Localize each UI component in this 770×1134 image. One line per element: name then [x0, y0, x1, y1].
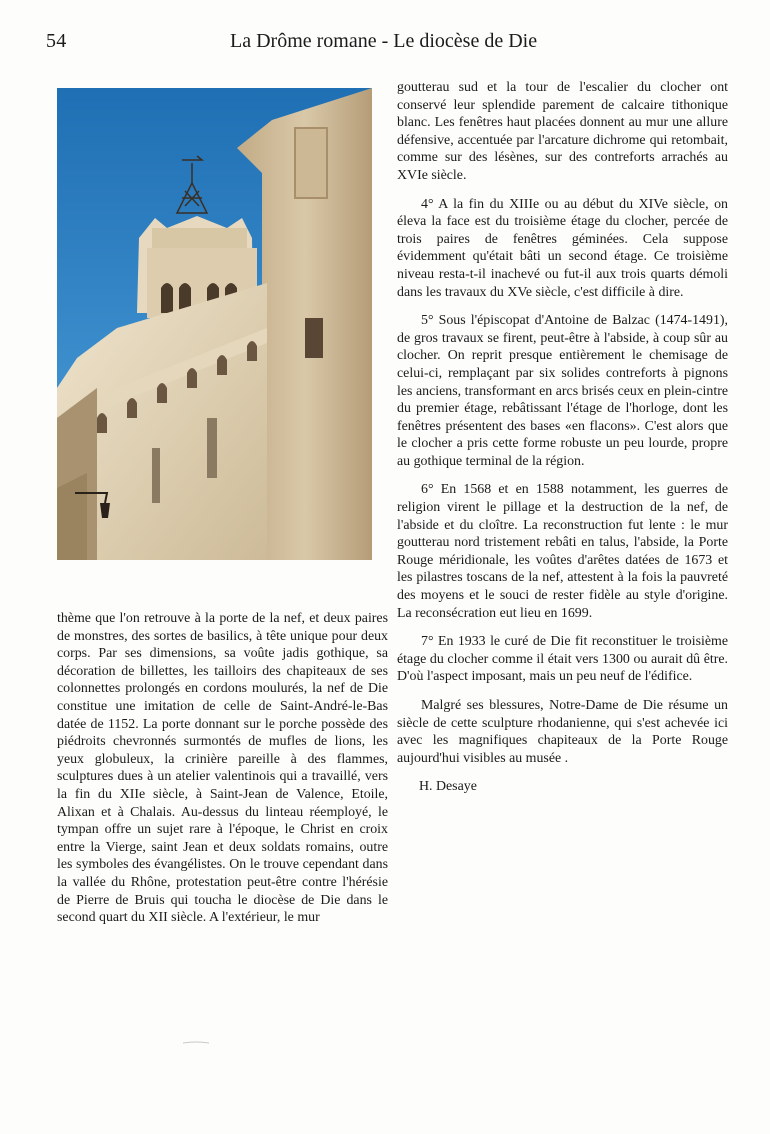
cathedral-photo-icon — [57, 88, 372, 560]
paragraph: Malgré ses blessures, Notre-Dame de Die résume un siècle de cette sculpture rhodanienne, qui s'est achevée ici avec les magnifiques chapiteaux de la Porte Rouge aujourd'hui visibles au musée . — [397, 698, 728, 766]
paragraph: 6° En 1568 et en 1588 notamment, les guerres de religion virent le pillage et la destruction de la nef, de l'abside et du cloître. La reconstruction fut lente : le mur goutterau nord tristement rebâti en talus, l'abside, la Porte Rouge méridionale, les voûtes d'arêtes datées de 1673 et les pilastres toscans de la nef, attestent à la fois la pauvreté des moyens et le souci de rester fidèle au style d'origine. La reconsécration eut lieu en 1699. — [397, 482, 728, 621]
paragraph: 7° En 1933 le curé de Die fit reconstituer le troisième étage du clocher comme il était vers 1300 ou aurait dû être. D'où l'aspect imposant, mais un peu neuf de l'édifice. — [397, 634, 728, 685]
running-title: La Drôme romane - Le diocèse de Die — [230, 30, 538, 52]
paragraph: 4° A la fin du XIIIe ou au début du XIVe siècle, on éleva la face est du troisième étage du clocher, percée de trois paires de fenêtres géminées. Cela suppose évidemment qu'était bâti un second étage. Ce troisième niveau resta-t-il inachevé ou fut-il aux trois quarts démoli dans les travaux du XVe siècle, c'est difficile à dire. — [397, 196, 728, 300]
cathedral-photo — [57, 88, 372, 560]
paragraph: 5° Sous l'épiscopat d'Antoine de Balzac (1474-1491), de gros travaux se firent, peut-être à l'abside, à coup sûr au clocher. On reprit presque entièrement le chemisage de celui-ci, remplaçant par six solides contreforts à pignons les anciens, transformant en arcs brisés ceux en plein-cintre du premier étage, rebâtissant l'étage de l'horloge, dont les fenêtres présentent des bases «en flacons». C'est alors que le clocher a pris cette forme robuste un peu lourde, propre au gothique terminal de la région. — [397, 313, 728, 469]
paragraph: goutterau sud et la tour de l'escalier du clocher ont conservé leur splendide parement de calcaire tithonique blanc. Les fenêtres haut placées donnent au mur une allure défensive, accentuée par l'arcature dichrome qui retombait, comme sur des lésènes, sur des contreforts arrachés au XVIe siècle. — [397, 80, 728, 183]
paragraph: thème que l'on retrouve à la porte de la nef, et deux paires de monstres, des sortes de basilics, à tête unique pour deux corps. Par ses dimensions, sa voûte jadis gothique, sa décoration de billettes, les tailloirs des chapiteaux de ses colonnettes prolongés en cordons moulurés, la nef de Die constitue une imitation de celle de Saint-André-le-Bas datée de 1152. La porte donnant sur le porche possède des piédroits chevronnés surmontés de mufles de lions, les yeux globuleux, la crinière pareille à des flammes, sculptures dues à un atelier valentinois qui a travaillé, vers la fin du XIIe siècle, à Saint-Jean de Valence, Etoile, Alixan et à Chalais. Au-dessus du linteau réemployé, le tympan offre un sujet rare à l'époque, le Christ en croix entre la Vierge, saint Jean et deux soldats romains, outre les symboles des évangélistes. On le trouve cependant dans la vallée du Rhône, protestation peut-être contre l'hérésie de Pierre de Bruis qui toucha le diocèse de Die dans le second quart du XII siècle. A l'extérieur, le mur — [57, 611, 388, 926]
scan-mark — [183, 1041, 209, 1044]
right-text-column — [397, 79, 728, 796]
signature: H. Desaye — [419, 779, 477, 795]
page-number: 54 — [46, 30, 67, 52]
left-text-column — [57, 610, 388, 938]
